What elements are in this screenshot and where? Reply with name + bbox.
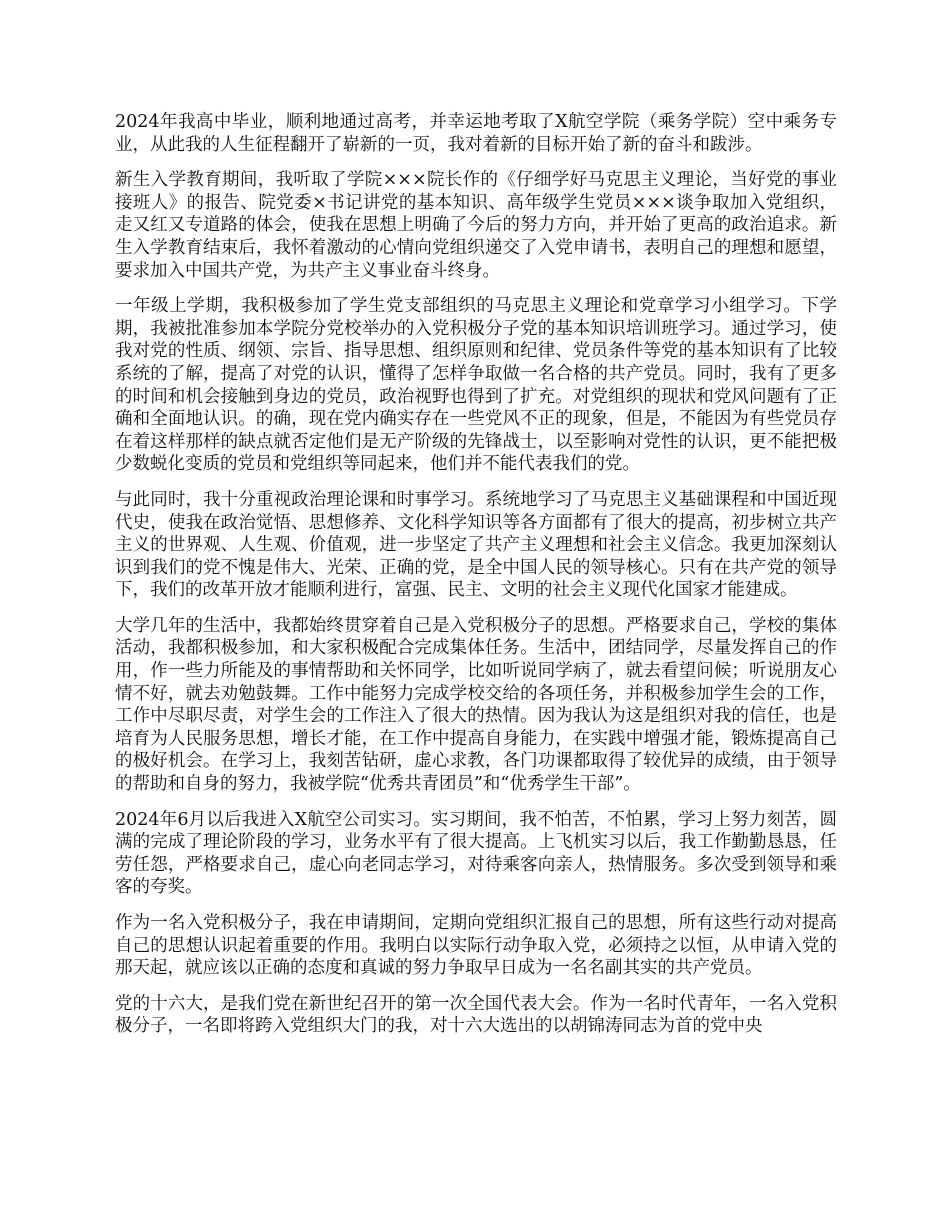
paragraph-1: 2024年我高中毕业，顺利地通过高考，并幸运地考取了X航空学院（乘务学院）空中乘务专业，从此我的人生征程翻开了崭新的一页，我对着新的目标开始了新的奋斗和跋涉。 bbox=[115, 112, 837, 155]
paragraph-2: 新生入学教育期间，我听取了学院×××院长作的《仔细学好马克思主义理论，当好党的事业接班人》的报告、院党委×书记讲党的基本知识、高年级学生党员×××谈争取加入党组织，走又红又专道路的体会，使我在思想上明确了今后的努力方向，并开始了更高的政治追求。新生入学教育结束后，我怀着激动的心情向党组织递交了入党申请书，表明自己的理想和愿望，要求加入中国共产党，为共产主义事业奋斗终身。 bbox=[115, 170, 837, 281]
paragraph-7: 作为一名入党积极分子，我在申请期间，定期向党组织汇报自己的思想，所有这些行动对提高自己的思想认识起着重要的作用。我明白以实际行动争取入党，必须持之以恒，从申请入党的那天起，就应该以正确的态度和真诚的努力争取早日成为一名名副其实的共产党员。 bbox=[115, 913, 837, 979]
document-body bbox=[115, 111, 837, 1051]
paragraph-5: 大学几年的生活中，我都始终贯穿着自己是入党积极分子的思想。严格要求自己，学校的集体活动，我都积极参加，和大家积极配合完成集体任务。生活中，团结同学，尽量发挥自己的作用，作一些力所能及的事情帮助和关怀同学，比如听说同学病了，就去看望问候；听说朋友心情不好，就去劝勉鼓舞。工作中能努力完成学校交给的各项任务，并积极参加学生会的工作，工作中尽职尽责，对学生会的工作注入了很大的热情。因为我认为这是组织对我的信任，也是培育为人民服务思想，增长才能，在工作中提高自身能力，在实践中增强才能，锻炼提高自己的极好机会。在学习上，我刻苦钻研，虚心求教，各门功课都取得了较优异的成绩，由于领导的帮助和自身的努力，我被学院“优秀共青团员”和“优秀学生干部”。 bbox=[115, 615, 837, 795]
paragraph-8: 党的十六大，是我们党在新世纪召开的第一次全国代表大会。作为一名时代青年，一名入党积极分子，一名即将跨入党组织大门的我，对十六大选出的以胡锦涛同志为首的党中央 bbox=[115, 993, 837, 1037]
paragraph-3: 一年级上学期，我积极参加了学生党支部组织的马克思主义理论和党章学习小组学习。下学期，我被批准参加本学院分党校举办的入党积极分子党的基本知识培训班学习。通过学习，使我对党的性质、纲领、宗旨、指导思想、组织原则和纪律、党员条件等党的基本知识有了比较系统的了解，提高了对党的认识，懂得了怎样争取做一名合格的共产党员。同时，我有了更多的时间和机会接触到身边的党员，政治视野也得到了扩充。对党组织的现状和党风问题有了正确和全面地认识。的确，现在党内确实存在一些党风不正的现象，但是，不能因为有些党员存在着这样那样的缺点就否定他们是无产阶级的先锋战士，以至影响对党性的认识，更不能把极少数蜕化变质的党员和党组织等同起来，他们并不能代表我们的党。 bbox=[115, 296, 837, 475]
paragraph-4: 与此同时，我十分重视政治理论课和时事学习。系统地学习了马克思主义基础课程和中国近现代史，使我在政治觉悟、思想修养、文化科学知识等各方面都有了很大的提高，初步树立共产主义的世界观、人生观、价值观，进一步坚定了共产主义理想和社会主义信念。我更加深刻认识到我们的党不愧是伟大、光荣、正确的党，是全中国人民的领导核心。只有在共产党的领导下，我们的改革开放才能顺利进行，富强、民主、文明的社会主义现代化国家才能建成。 bbox=[115, 489, 837, 601]
paragraph-6: 2024年6月以后我进入X航空公司实习。实习期间，我不怕苦，不怕累，学习上努力刻苦，圆满的完成了理论阶段的学习，业务水平有了很大提高。上飞机实习以后，我工作勤勤恳恳，任劳任怨，严格要求自己，虚心向老同志学习，对待乘客向亲人，热情服务。多次受到领导和乘客的夸奖。 bbox=[115, 809, 837, 898]
